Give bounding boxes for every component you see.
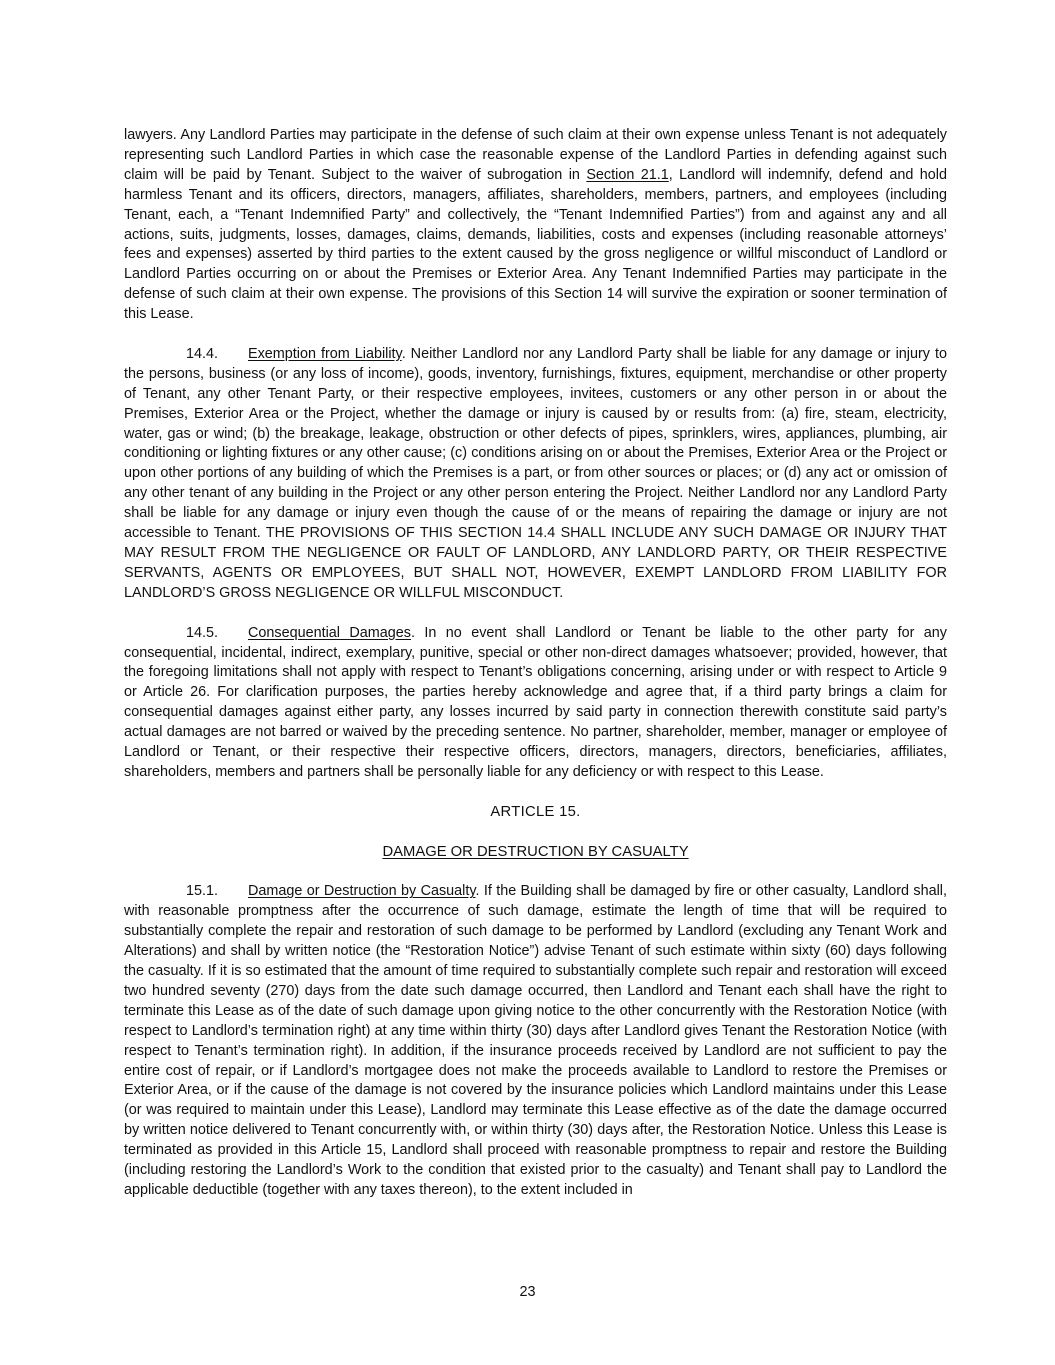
section-number: 14.4.: [186, 345, 219, 362]
section-14-4: [124, 345, 947, 604]
section-14-5: [124, 624, 947, 783]
article-title: [124, 843, 947, 863]
section-text: . In no event shall Landlord or Tenant be liable to the other party for any consequential, incidental, indirect, exemplary, punitive, special or other non-direct damages whatsoever; provided, however, that the foregoing limitations shall not apply with respect to Tenant’s obligations concerning, arising under or with respect to Article 9 or Article 26. For clarification purposes, the parties hereby acknowledge and agree that, if a third party brings a claim for consequential damages against either party, any losses incurred by said party in connection therewith constitute said party’s actual damages are not barred or waived by the preceding sentence. No partner, shareholder, member, manager or employee of Landlord or Tenant, or their respective their respective officers, directors, managers, directors, beneficiaries, affiliates, shareholders, members and partners shall be personally liable for any deficiency or with respect to this Lease.: [124, 624, 947, 780]
article-title-text: DAMAGE OR DESTRUCTION BY CASUALTY: [382, 843, 689, 860]
article-label: ARTICLE 15.: [490, 803, 581, 820]
section-number: 15.1.: [186, 883, 219, 900]
section-text: . If the Building shall be damaged by fire or other casualty, Landlord shall, with reasonable promptness after the occurrence of such damage, estimate the length of time that will be required to substantially complete the repair and restoration of such damage to be performed by Landlord (excluding any Tenant Work and Alterations) and shall by written notice (the “Restoration Notice”) advise Tenant of such estimate within sixty (60) days following the casualty. If it is so estimated that the amount of time required to substantially complete such repair and restoration will exceed two hundred seventy (270) days from the date such damage occurred, then Landlord and Tenant each shall have the right to terminate this Lease as of the date of such damage upon giving notice to the other concurrently with the Restoration Notice (with respect to Landlord’s termination right) at any time within thirty (30) days after Landlord gives Tenant the Restoration Notice (with respect to Tenant’s termination right). In addition, if the insurance proceeds received by Landlord are not sufficient to pay the entire cost of repair, or if Landlord’s mortgagee does not make the proceeds available to Landlord to restore the Premises or Exterior Area, or if the cause of the damage is not covered by the insurance policies which Landlord maintains under this Lease (or was required to maintain under this Lease), Landlord may terminate this Lease effective as of the date the damage occurred by written notice delivered to Tenant concurrently with, or within thirty (30) days after, the Restoration Notice. Unless this Lease is terminated as provided in this Article 15, Landlord shall proceed with reasonable promptness to repair and restore the Building (including restoring the Landlord’s Work to the condition that existed prior to the casualty) and Tenant shall pay to Landlord the applicable deductible (together with any taxes thereon), to the extent included in: [124, 883, 947, 1198]
section-text: . Neither Landlord nor any Landlord Party shall be liable for any damage or injury to the persons, business (or any loss of income), goods, inventory, furnishings, fixtures, equipment, merchandise or other property of Tenant, any other Tenant Party, or their respective employees, invitees, customers or any other person in or about the Premises, Exterior Area or the Project, whether the damage or injury is caused by or results from: (a) fire, steam, electricity, water, gas or wind; (b) the breakage, leakage, obstruction or other defects of pipes, sprinklers, wires, appliances, plumbing, air conditioning or lighting fixtures or any other cause; (c) conditions arising on or about the Premises, Exterior Area or the Project or upon other portions of any building of which the Premises is a part, or from other sources or places; or (d) any act or omission of any other tenant of any building in the Project or any other person entering the Project. Neither Landlord nor any Landlord Party shall be liable for any damage or injury even though the cause of or the means of repairing the damage or injury are not accessible to Tenant. THE PROVISIONS OF THIS SECTION 14.4 SHALL INCLUDE ANY SUCH DAMAGE OR INJURY THAT MAY RESULT FROM THE NEGLIGENCE OR FAULT OF LANDLORD, ANY LANDLORD PARTY, OR THEIR RESPECTIVE SERVANTS, AGENTS OR EMPLOYEES, BUT SHALL NOT, HOWEVER, EXEMPT LANDLORD FROM LIABILITY FOR LANDLORD’S GROSS NEGLIGENCE OR WILLFUL MISCONDUCT.: [124, 345, 947, 601]
page-number: 23: [519, 1284, 536, 1300]
page-body: [124, 126, 947, 1201]
section-reference-link: Section 21.1: [586, 166, 669, 183]
section-heading: Consequential Damages: [248, 624, 411, 641]
section-heading: Damage or Destruction by Casualty: [248, 883, 476, 900]
section-heading: Exemption from Liability: [248, 345, 402, 362]
paragraph-indemnity-continued: [124, 126, 947, 325]
paragraph-text: , Landlord will indemnify, defend and hold harmless Tenant and its officers, directors, managers, affiliates, shareholders, members, partners, and employees (including Tenant, each, a “Tenant Indemnified Party” and collectively, the “Tenant Indemnified Parties”) from and against any and all actions, suits, judgments, losses, damages, claims, demands, liabilities, costs and expenses (including reasonable attorneys’ fees and expenses) asserted by third parties to the extent caused by the gross negligence or willful misconduct of Landlord or Landlord Parties occurring on or about the Premises or Exterior Area. Any Tenant Indemnified Parties may participate in the defense of such claim at their own expense. The provisions of this Section 14 will survive the expiration or sooner termination of this Lease.: [124, 166, 948, 323]
section-15-1: [124, 882, 947, 1201]
section-number: 14.5.: [186, 624, 219, 641]
paragraph-text: lawyers. Any Landlord Parties may participate in the defense of such claim at their own expense unless Tenant is not adequately representing such Landlord Parties in which case the reasonable expense of the Landlord Parties in defending against such claim will be paid by Tenant. Subject to the waiver of subrogation in: [124, 127, 947, 183]
